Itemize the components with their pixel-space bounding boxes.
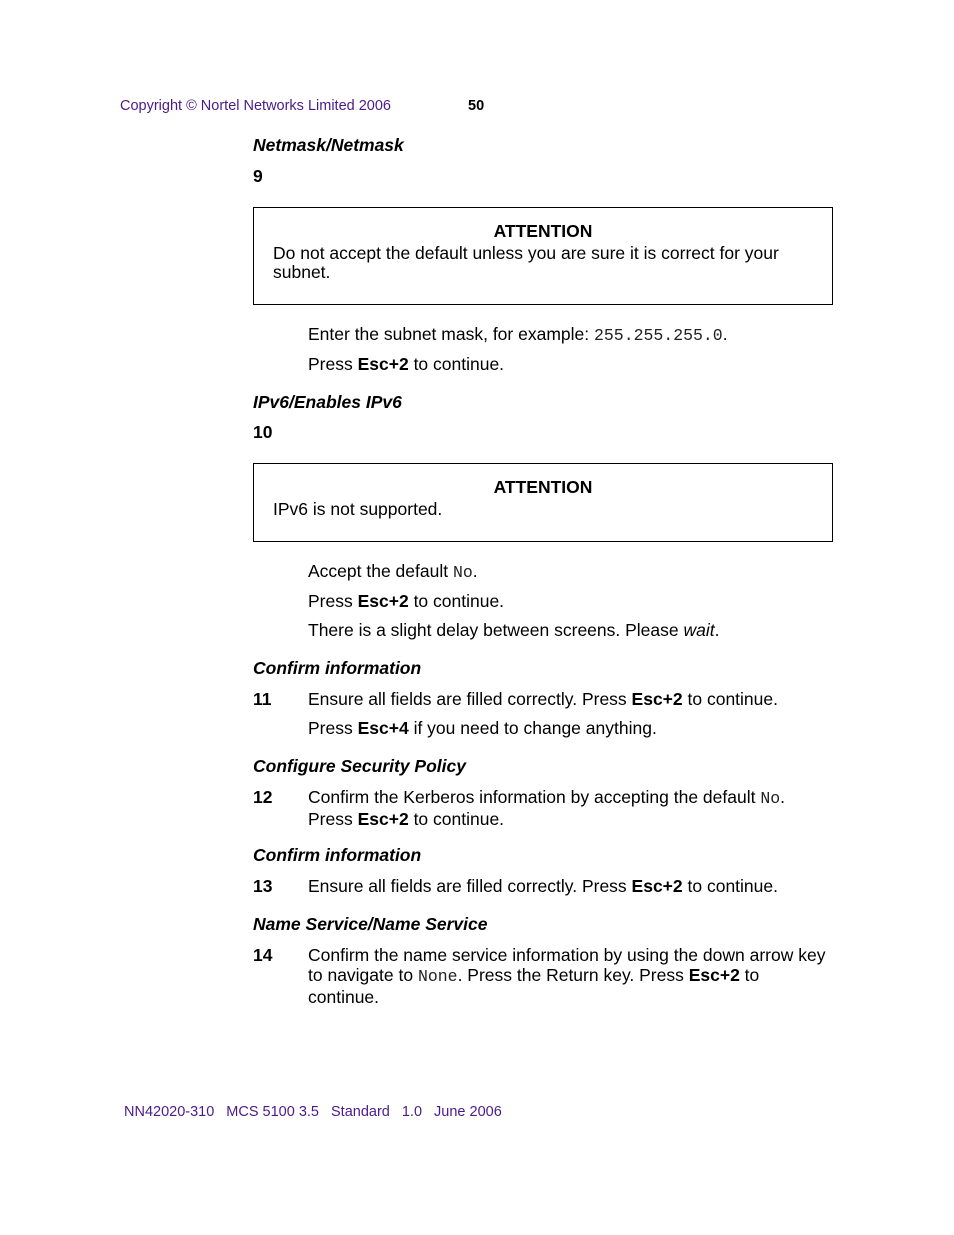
doc-date: June 2006 bbox=[434, 1104, 502, 1120]
attention-title: ATTENTION bbox=[493, 221, 593, 241]
ipv6-instruction: Accept the default No. bbox=[308, 561, 478, 582]
section-heading-confirm-2: Confirm information bbox=[253, 845, 422, 865]
attention-box-ipv6 bbox=[253, 463, 833, 542]
option-value: None bbox=[417, 967, 458, 986]
step-number-12: 12 bbox=[253, 787, 273, 807]
ipv6-delay-note: There is a slight delay between screens. Please wait. bbox=[308, 620, 720, 640]
ipv6-continue: Press Esc+2 to continue. bbox=[308, 591, 505, 611]
confirm-1-change: Press Esc+4 if you need to change anything. bbox=[308, 718, 657, 738]
step-number-13: 13 bbox=[253, 876, 273, 896]
step-number-11: 11 bbox=[253, 689, 272, 709]
key-combo: Esc+2 bbox=[357, 809, 409, 829]
section-heading-confirm-1: Confirm information bbox=[253, 658, 422, 678]
key-combo: Esc+2 bbox=[631, 876, 683, 896]
section-heading-netmask: Netmask/Netmask bbox=[253, 135, 404, 155]
attention-body: IPv6 is not supported. bbox=[273, 499, 443, 519]
attention-box-netmask bbox=[253, 207, 833, 305]
doc-status: Standard bbox=[331, 1104, 390, 1120]
product-name: MCS 5100 3.5 bbox=[226, 1104, 319, 1120]
step-number-9: 9 bbox=[253, 166, 263, 186]
step-number-10: 10 bbox=[253, 422, 273, 442]
security-instruction: Confirm the Kerberos information by accepting the default No. Press Esc+2 to continue. bbox=[308, 787, 786, 829]
page-number: 50 bbox=[468, 98, 485, 114]
copyright-notice: Copyright © Nortel Networks Limited 2006 bbox=[120, 98, 391, 114]
document-footer bbox=[124, 1104, 514, 1120]
key-combo: Esc+4 bbox=[357, 718, 409, 738]
section-heading-name-service: Name Service/Name Service bbox=[253, 914, 488, 934]
section-heading-security: Configure Security Policy bbox=[253, 756, 466, 776]
netmask-instruction: Enter the subnet mask, for example: 255.255.255.0. bbox=[308, 324, 728, 345]
example-netmask: 255.255.255.0 bbox=[593, 326, 723, 345]
confirm-1-instruction: Ensure all fields are filled correctly. Press Esc+2 to continue. bbox=[308, 689, 778, 709]
key-combo: Esc+2 bbox=[688, 965, 740, 985]
netmask-continue: Press Esc+2 to continue. bbox=[308, 354, 505, 374]
key-combo: Esc+2 bbox=[631, 689, 683, 709]
key-combo: Esc+2 bbox=[357, 591, 409, 611]
key-combo: Esc+2 bbox=[357, 354, 409, 374]
default-value: No bbox=[760, 789, 781, 808]
step-number-14: 14 bbox=[253, 945, 273, 965]
doc-version: 1.0 bbox=[401, 1104, 423, 1120]
attention-body: Do not accept the default unless you are sure it is correct for your subnet. bbox=[273, 243, 779, 282]
section-heading-ipv6: IPv6/Enables IPv6 bbox=[253, 392, 402, 412]
confirm-2-instruction: Ensure all fields are filled correctly. Press Esc+2 to continue. bbox=[308, 876, 778, 896]
name-service-instruction: Confirm the name service information by using the down arrow key to navigate to None. Press the Return key. Press Esc+2 to continue. bbox=[308, 945, 826, 1007]
attention-title: ATTENTION bbox=[493, 477, 593, 497]
default-value: No bbox=[452, 563, 473, 582]
doc-number: NN42020-310 bbox=[124, 1104, 215, 1120]
